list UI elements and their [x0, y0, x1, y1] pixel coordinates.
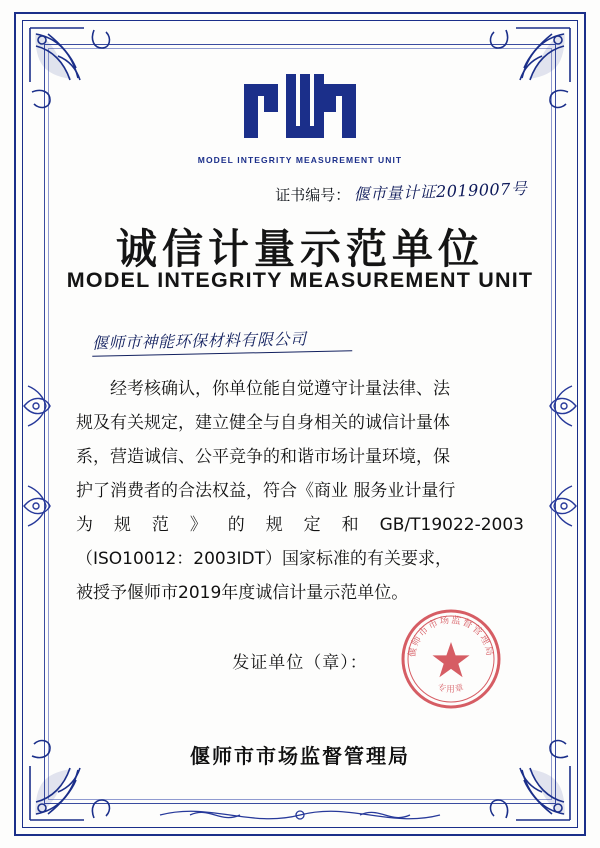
issuing-organization: 偃师市市场监督管理局 — [190, 744, 410, 768]
svg-text:专用章: 专用章 — [436, 682, 466, 695]
body-line: （ISO10012：2003IDT）国家标准的有关要求， — [76, 549, 453, 569]
body-text — [76, 372, 524, 610]
bottom-ornament-icon — [150, 800, 450, 830]
recipient-name: 偃师市神能环保材料有限公司 — [92, 325, 352, 356]
side-ornament-icon — [20, 370, 54, 442]
logo-caption: MODEL INTEGRITY MEASUREMENT UNIT — [197, 155, 403, 165]
mim-logo-icon — [230, 70, 370, 144]
side-ornament-icon — [20, 470, 54, 542]
body-line: 护了消费者的合法权益，符合《商业 服务业计量行 — [76, 481, 456, 501]
side-ornament-icon — [546, 370, 580, 442]
svg-text:偃师市市场监督管理局: 偃师市市场监督管理局 — [406, 614, 496, 659]
body-line: 系，营造诚信、公平竞争的和谐市场计量环境，保 — [76, 447, 450, 467]
page-title-cn: 诚信计量示范单位 — [116, 225, 484, 273]
official-seal-icon — [398, 606, 504, 712]
body-line: 经考核确认，你单位能自觉遵守计量法律、法 — [110, 379, 450, 399]
certificate-number-label: 证书编号： — [275, 186, 351, 204]
side-ornament-icon — [546, 470, 580, 542]
page-title-en: MODEL INTEGRITY MEASUREMENT UNIT — [66, 268, 534, 292]
logo-block — [0, 70, 600, 165]
issuer-label: 发证单位（章）： — [232, 653, 368, 673]
body-line: 被授予偃师市2019年度诚信计量示范单位。 — [76, 583, 409, 603]
certificate-number — [275, 178, 528, 205]
certificate-number-value: 偃市量计证2019007号 — [353, 178, 528, 205]
body-line: 为 规 范 》 的 规 定 和 GB/T19022-2003 — [76, 515, 524, 535]
body-line: 规及有关规定，建立健全与自身相关的诚信计量体 — [76, 413, 450, 433]
